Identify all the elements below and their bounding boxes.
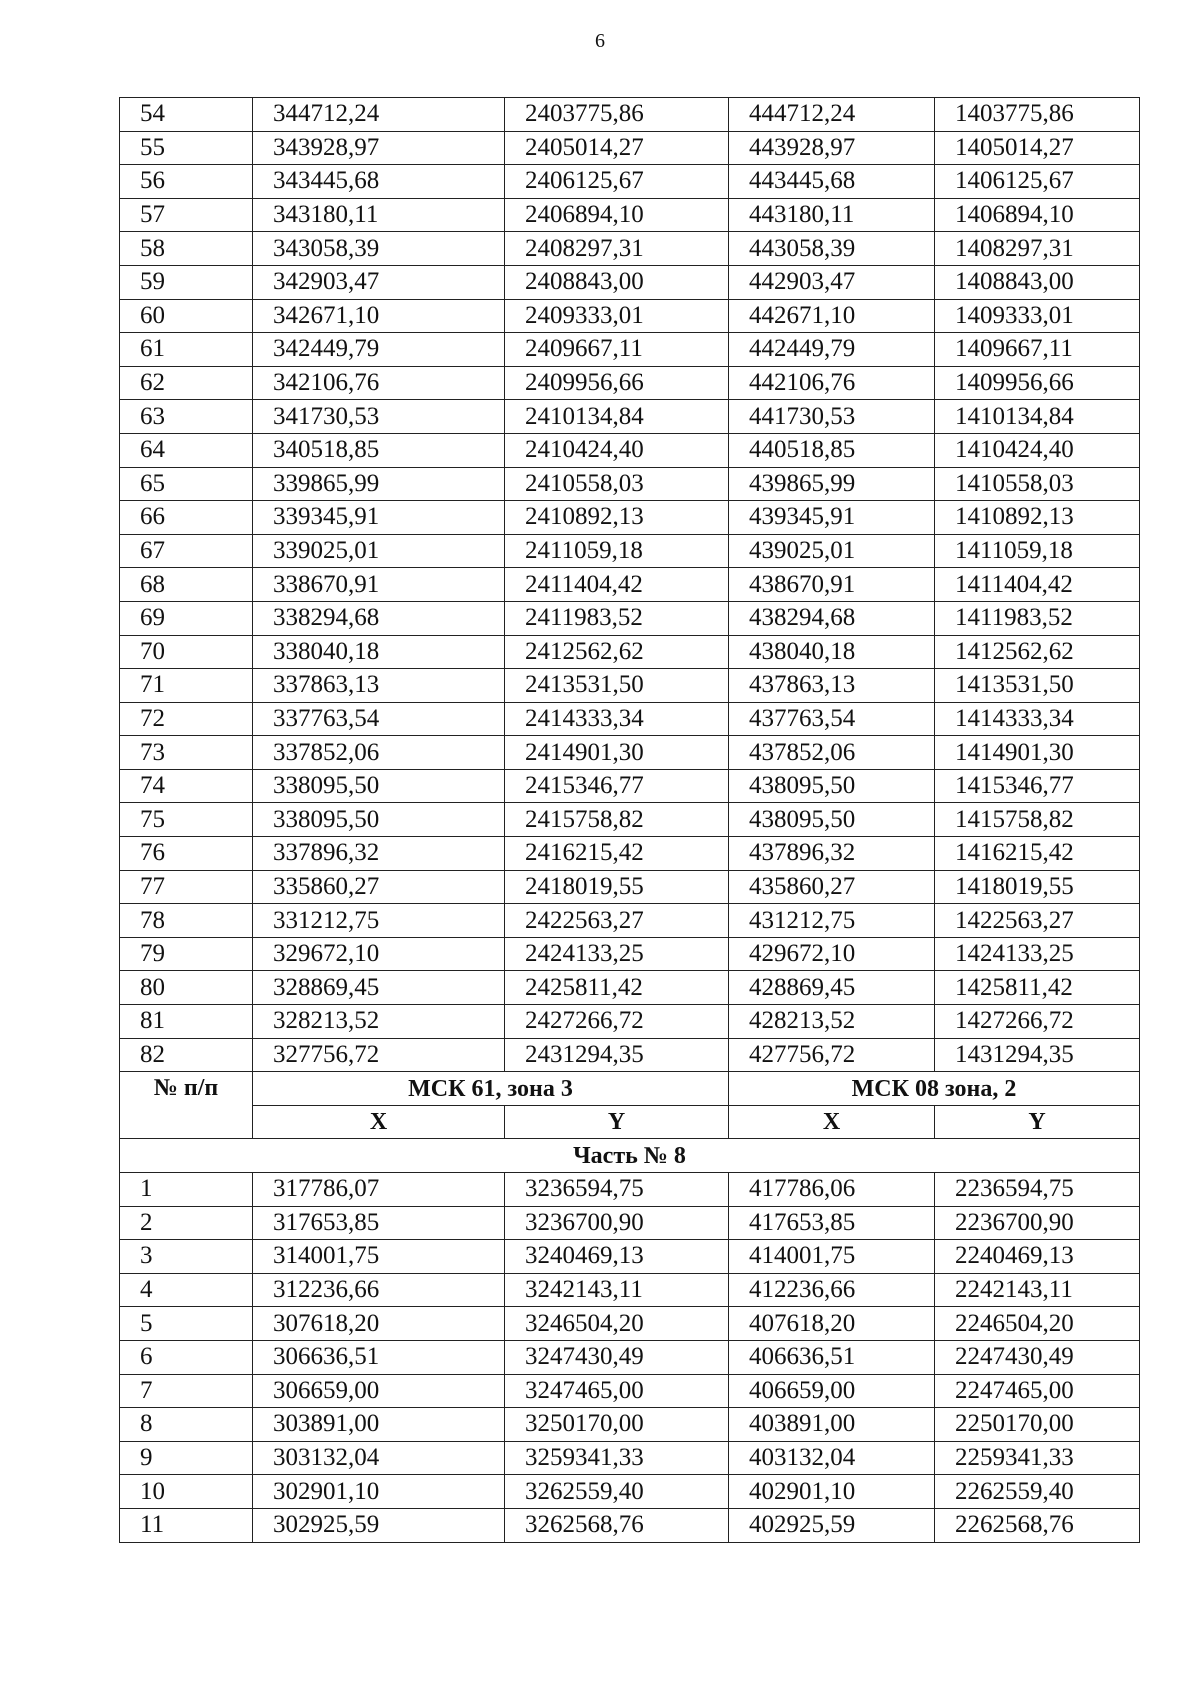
- cell-msk61-x: 338095,50: [253, 803, 505, 837]
- cell-point-number: 71: [120, 669, 253, 703]
- cell-msk61-y: 3250170,00: [505, 1408, 729, 1442]
- cell-msk08-y: 1408297,31: [935, 232, 1140, 266]
- cell-msk08-y: 1411059,18: [935, 534, 1140, 568]
- cell-msk08-x: 428869,45: [729, 971, 935, 1005]
- table-row: [120, 467, 1140, 501]
- cell-msk61-x: 339865,99: [253, 467, 505, 501]
- cell-msk61-y: 3262559,40: [505, 1475, 729, 1509]
- cell-msk08-x: 406659,00: [729, 1374, 935, 1408]
- cell-msk08-x: 402901,10: [729, 1475, 935, 1509]
- cell-point-number: 7: [120, 1374, 253, 1408]
- table-row: [120, 601, 1140, 635]
- cell-msk61-x: 343445,68: [253, 165, 505, 199]
- cell-msk08-x: 442449,79: [729, 333, 935, 367]
- cell-msk61-x: 342449,79: [253, 333, 505, 367]
- header-row-zones: [120, 1072, 1140, 1106]
- cell-point-number: 63: [120, 400, 253, 434]
- header-np: № п/п: [120, 1072, 253, 1139]
- cell-msk08-x: 437763,54: [729, 702, 935, 736]
- cell-msk08-y: 1409667,11: [935, 333, 1140, 367]
- cell-msk61-y: 3259341,33: [505, 1441, 729, 1475]
- coordinates-table: [119, 97, 1140, 1543]
- cell-point-number: 72: [120, 702, 253, 736]
- cell-msk08-y: 1412562,62: [935, 635, 1140, 669]
- cell-msk08-y: 1425811,42: [935, 971, 1140, 1005]
- cell-point-number: 11: [120, 1508, 253, 1542]
- table-row: [120, 1206, 1140, 1240]
- table-row: [120, 702, 1140, 736]
- cell-point-number: 1: [120, 1173, 253, 1207]
- cell-msk08-y: 1424133,25: [935, 937, 1140, 971]
- cell-msk61-x: 338670,91: [253, 568, 505, 602]
- cell-point-number: 10: [120, 1475, 253, 1509]
- cell-msk08-y: 1415758,82: [935, 803, 1140, 837]
- cell-msk08-y: 1413531,50: [935, 669, 1140, 703]
- table-row: [120, 98, 1140, 132]
- cell-msk61-y: 2403775,86: [505, 98, 729, 132]
- cell-msk08-y: 2236700,90: [935, 1206, 1140, 1240]
- table-header: [120, 1072, 1140, 1173]
- table-row: [120, 433, 1140, 467]
- table-row: [120, 937, 1140, 971]
- cell-msk61-x: 335860,27: [253, 870, 505, 904]
- cell-msk61-x: 303132,04: [253, 1441, 505, 1475]
- cell-msk61-x: 337763,54: [253, 702, 505, 736]
- cell-msk61-x: 343058,39: [253, 232, 505, 266]
- cell-point-number: 54: [120, 98, 253, 132]
- cell-msk08-x: 438670,91: [729, 568, 935, 602]
- cell-msk61-y: 2406894,10: [505, 198, 729, 232]
- table-row: [120, 534, 1140, 568]
- cell-msk61-y: 2418019,55: [505, 870, 729, 904]
- header-msk08-y: Y: [935, 1105, 1140, 1139]
- header-row-axes: [120, 1105, 1140, 1139]
- table-row: [120, 232, 1140, 266]
- table-row: [120, 1005, 1140, 1039]
- cell-msk08-x: 414001,75: [729, 1240, 935, 1274]
- cell-point-number: 73: [120, 736, 253, 770]
- cell-msk08-y: 2259341,33: [935, 1441, 1140, 1475]
- cell-point-number: 58: [120, 232, 253, 266]
- cell-point-number: 76: [120, 837, 253, 871]
- cell-msk08-x: 406636,51: [729, 1340, 935, 1374]
- cell-msk08-x: 438040,18: [729, 635, 935, 669]
- cell-point-number: 62: [120, 366, 253, 400]
- cell-msk61-y: 2413531,50: [505, 669, 729, 703]
- cell-msk08-x: 438095,50: [729, 803, 935, 837]
- cell-msk08-y: 1411983,52: [935, 601, 1140, 635]
- cell-msk61-x: 337896,32: [253, 837, 505, 871]
- cell-msk08-y: 1418019,55: [935, 870, 1140, 904]
- cell-msk08-x: 403132,04: [729, 1441, 935, 1475]
- cell-msk61-y: 3236700,90: [505, 1206, 729, 1240]
- cell-msk61-x: 342106,76: [253, 366, 505, 400]
- cell-msk61-y: 3246504,20: [505, 1307, 729, 1341]
- header-msk61-x: X: [253, 1105, 505, 1139]
- cell-msk08-y: 1411404,42: [935, 568, 1140, 602]
- cell-msk08-y: 1414901,30: [935, 736, 1140, 770]
- cell-msk61-y: 2409956,66: [505, 366, 729, 400]
- cell-msk08-x: 437896,32: [729, 837, 935, 871]
- cell-point-number: 4: [120, 1273, 253, 1307]
- cell-msk08-x: 438095,50: [729, 769, 935, 803]
- cell-msk08-x: 444712,24: [729, 98, 935, 132]
- table-row: [120, 736, 1140, 770]
- table-row: [120, 1508, 1140, 1542]
- cell-msk61-y: 3247430,49: [505, 1340, 729, 1374]
- cell-msk08-y: 2247465,00: [935, 1374, 1140, 1408]
- cell-msk08-y: 1410424,40: [935, 433, 1140, 467]
- table-row: [120, 1240, 1140, 1274]
- table-row: [120, 1173, 1140, 1207]
- table-row: [120, 669, 1140, 703]
- page-number: 6: [595, 30, 605, 52]
- table-row: [120, 635, 1140, 669]
- table-row: [120, 1038, 1140, 1072]
- cell-msk08-y: 1406894,10: [935, 198, 1140, 232]
- cell-msk08-x: 402925,59: [729, 1508, 935, 1542]
- cell-msk61-x: 302925,59: [253, 1508, 505, 1542]
- cell-msk61-x: 317786,07: [253, 1173, 505, 1207]
- cell-msk08-y: 2262559,40: [935, 1475, 1140, 1509]
- header-msk08: МСК 08 зона, 2: [729, 1072, 1140, 1106]
- table-row: [120, 1441, 1140, 1475]
- cell-msk08-x: 443180,11: [729, 198, 935, 232]
- cell-msk08-x: 442671,10: [729, 299, 935, 333]
- cell-msk08-x: 407618,20: [729, 1307, 935, 1341]
- cell-msk61-x: 302901,10: [253, 1475, 505, 1509]
- section-title: Часть № 8: [120, 1139, 1140, 1173]
- cell-point-number: 9: [120, 1441, 253, 1475]
- cell-msk08-x: 443445,68: [729, 165, 935, 199]
- cell-msk08-x: 439865,99: [729, 467, 935, 501]
- cell-point-number: 2: [120, 1206, 253, 1240]
- table-row: [120, 1273, 1140, 1307]
- cell-msk08-x: 417653,85: [729, 1206, 935, 1240]
- table-row: [120, 131, 1140, 165]
- cell-msk61-y: 2411059,18: [505, 534, 729, 568]
- cell-msk61-y: 2412562,62: [505, 635, 729, 669]
- header-msk61: МСК 61, зона 3: [253, 1072, 729, 1106]
- cell-msk61-y: 2414901,30: [505, 736, 729, 770]
- table-row: [120, 904, 1140, 938]
- table-row: [120, 265, 1140, 299]
- table-row: [120, 1340, 1140, 1374]
- table-row: [120, 1307, 1140, 1341]
- cell-msk08-x: 403891,00: [729, 1408, 935, 1442]
- cell-msk08-y: 1431294,35: [935, 1038, 1140, 1072]
- cell-msk61-y: 3242143,11: [505, 1273, 729, 1307]
- cell-msk61-x: 312236,66: [253, 1273, 505, 1307]
- table-row: [120, 568, 1140, 602]
- cell-msk61-y: 2409333,01: [505, 299, 729, 333]
- cell-msk61-x: 327756,72: [253, 1038, 505, 1072]
- cell-msk61-y: 2427266,72: [505, 1005, 729, 1039]
- cell-msk08-x: 435860,27: [729, 870, 935, 904]
- cell-msk61-x: 314001,75: [253, 1240, 505, 1274]
- header-msk61-y: Y: [505, 1105, 729, 1139]
- cell-point-number: 74: [120, 769, 253, 803]
- cell-msk61-x: 338040,18: [253, 635, 505, 669]
- rows-part-7: [120, 98, 1140, 1072]
- cell-msk61-x: 343928,97: [253, 131, 505, 165]
- cell-point-number: 78: [120, 904, 253, 938]
- table-row: [120, 198, 1140, 232]
- cell-point-number: 64: [120, 433, 253, 467]
- cell-msk61-x: 337863,13: [253, 669, 505, 703]
- cell-msk08-y: 1405014,27: [935, 131, 1140, 165]
- cell-msk08-x: 442106,76: [729, 366, 935, 400]
- cell-msk08-x: 439025,01: [729, 534, 935, 568]
- cell-point-number: 66: [120, 501, 253, 535]
- header-msk08-x: X: [729, 1105, 935, 1139]
- cell-msk61-y: 2416215,42: [505, 837, 729, 871]
- cell-msk61-y: 2425811,42: [505, 971, 729, 1005]
- cell-msk08-y: 1409956,66: [935, 366, 1140, 400]
- cell-msk08-x: 442903,47: [729, 265, 935, 299]
- table-row: [120, 870, 1140, 904]
- cell-msk61-y: 3240469,13: [505, 1240, 729, 1274]
- cell-msk08-y: 2250170,00: [935, 1408, 1140, 1442]
- cell-point-number: 57: [120, 198, 253, 232]
- cell-msk08-y: 2236594,75: [935, 1173, 1140, 1207]
- cell-msk08-y: 1416215,42: [935, 837, 1140, 871]
- cell-msk08-x: 443928,97: [729, 131, 935, 165]
- cell-msk08-x: 443058,39: [729, 232, 935, 266]
- table-row: [120, 366, 1140, 400]
- table-row: [120, 971, 1140, 1005]
- cell-msk08-x: 441730,53: [729, 400, 935, 434]
- cell-point-number: 75: [120, 803, 253, 837]
- cell-msk08-x: 437863,13: [729, 669, 935, 703]
- table-row: [120, 333, 1140, 367]
- cell-msk08-x: 412236,66: [729, 1273, 935, 1307]
- cell-msk61-y: 2415758,82: [505, 803, 729, 837]
- cell-msk08-x: 440518,85: [729, 433, 935, 467]
- cell-msk08-x: 431212,75: [729, 904, 935, 938]
- cell-msk61-x: 337852,06: [253, 736, 505, 770]
- table-row: [120, 837, 1140, 871]
- cell-msk61-x: 306659,00: [253, 1374, 505, 1408]
- cell-point-number: 81: [120, 1005, 253, 1039]
- cell-point-number: 82: [120, 1038, 253, 1072]
- table-row: [120, 400, 1140, 434]
- table-row: [120, 1408, 1140, 1442]
- cell-msk61-x: 303891,00: [253, 1408, 505, 1442]
- cell-msk61-x: 306636,51: [253, 1340, 505, 1374]
- cell-point-number: 3: [120, 1240, 253, 1274]
- cell-msk08-x: 429672,10: [729, 937, 935, 971]
- cell-msk61-x: 342903,47: [253, 265, 505, 299]
- cell-msk61-x: 328213,52: [253, 1005, 505, 1039]
- cell-msk61-x: 307618,20: [253, 1307, 505, 1341]
- section-row: [120, 1139, 1140, 1173]
- cell-msk61-x: 339345,91: [253, 501, 505, 535]
- cell-point-number: 70: [120, 635, 253, 669]
- cell-point-number: 56: [120, 165, 253, 199]
- cell-msk08-y: 1422563,27: [935, 904, 1140, 938]
- cell-msk61-y: 2408297,31: [505, 232, 729, 266]
- cell-msk08-x: 427756,72: [729, 1038, 935, 1072]
- cell-msk61-y: 3262568,76: [505, 1508, 729, 1542]
- cell-msk08-x: 439345,91: [729, 501, 935, 535]
- cell-point-number: 79: [120, 937, 253, 971]
- cell-msk08-x: 417786,06: [729, 1173, 935, 1207]
- cell-msk08-y: 1414333,34: [935, 702, 1140, 736]
- cell-msk61-y: 2414333,34: [505, 702, 729, 736]
- cell-msk61-y: 2431294,35: [505, 1038, 729, 1072]
- cell-msk08-y: 2247430,49: [935, 1340, 1140, 1374]
- cell-msk61-x: 339025,01: [253, 534, 505, 568]
- cell-msk61-x: 340518,85: [253, 433, 505, 467]
- cell-msk08-y: 2262568,76: [935, 1508, 1140, 1542]
- cell-point-number: 59: [120, 265, 253, 299]
- cell-msk61-y: 2410424,40: [505, 433, 729, 467]
- cell-point-number: 6: [120, 1340, 253, 1374]
- cell-point-number: 77: [120, 870, 253, 904]
- cell-msk61-x: 328869,45: [253, 971, 505, 1005]
- cell-msk08-y: 1403775,86: [935, 98, 1140, 132]
- table-row: [120, 501, 1140, 535]
- cell-msk61-x: 338294,68: [253, 601, 505, 635]
- table-row: [120, 803, 1140, 837]
- cell-msk61-y: 3236594,75: [505, 1173, 729, 1207]
- cell-msk61-y: 3247465,00: [505, 1374, 729, 1408]
- cell-point-number: 68: [120, 568, 253, 602]
- cell-point-number: 80: [120, 971, 253, 1005]
- cell-point-number: 8: [120, 1408, 253, 1442]
- cell-msk61-y: 2410134,84: [505, 400, 729, 434]
- cell-msk61-y: 2409667,11: [505, 333, 729, 367]
- table-row: [120, 299, 1140, 333]
- cell-msk08-y: 2240469,13: [935, 1240, 1140, 1274]
- cell-point-number: 65: [120, 467, 253, 501]
- cell-msk08-y: 1427266,72: [935, 1005, 1140, 1039]
- cell-msk08-x: 437852,06: [729, 736, 935, 770]
- cell-msk08-y: 2242143,11: [935, 1273, 1140, 1307]
- cell-point-number: 61: [120, 333, 253, 367]
- cell-point-number: 67: [120, 534, 253, 568]
- cell-msk61-x: 331212,75: [253, 904, 505, 938]
- cell-msk61-y: 2424133,25: [505, 937, 729, 971]
- cell-msk08-y: 1410892,13: [935, 501, 1140, 535]
- cell-point-number: 60: [120, 299, 253, 333]
- cell-msk08-y: 1410558,03: [935, 467, 1140, 501]
- cell-msk61-y: 2422563,27: [505, 904, 729, 938]
- cell-msk08-y: 2246504,20: [935, 1307, 1140, 1341]
- cell-msk08-y: 1408843,00: [935, 265, 1140, 299]
- table-row: [120, 1475, 1140, 1509]
- cell-msk08-y: 1409333,01: [935, 299, 1140, 333]
- cell-point-number: 69: [120, 601, 253, 635]
- cell-point-number: 5: [120, 1307, 253, 1341]
- cell-msk08-y: 1415346,77: [935, 769, 1140, 803]
- cell-msk61-x: 317653,85: [253, 1206, 505, 1240]
- cell-msk08-y: 1410134,84: [935, 400, 1140, 434]
- cell-point-number: 55: [120, 131, 253, 165]
- cell-msk61-y: 2411983,52: [505, 601, 729, 635]
- cell-msk61-y: 2411404,42: [505, 568, 729, 602]
- cell-msk61-x: 342671,10: [253, 299, 505, 333]
- cell-msk61-y: 2410892,13: [505, 501, 729, 535]
- cell-msk61-x: 344712,24: [253, 98, 505, 132]
- cell-msk61-x: 338095,50: [253, 769, 505, 803]
- cell-msk08-x: 428213,52: [729, 1005, 935, 1039]
- table-row: [120, 769, 1140, 803]
- cell-msk61-x: 343180,11: [253, 198, 505, 232]
- cell-msk61-y: 2405014,27: [505, 131, 729, 165]
- cell-msk61-x: 341730,53: [253, 400, 505, 434]
- cell-msk61-y: 2406125,67: [505, 165, 729, 199]
- rows-part-8: [120, 1173, 1140, 1543]
- cell-msk08-x: 438294,68: [729, 601, 935, 635]
- cell-msk61-y: 2415346,77: [505, 769, 729, 803]
- table-row: [120, 165, 1140, 199]
- cell-msk61-y: 2410558,03: [505, 467, 729, 501]
- cell-msk61-y: 2408843,00: [505, 265, 729, 299]
- cell-msk08-y: 1406125,67: [935, 165, 1140, 199]
- table-row: [120, 1374, 1140, 1408]
- cell-msk61-x: 329672,10: [253, 937, 505, 971]
